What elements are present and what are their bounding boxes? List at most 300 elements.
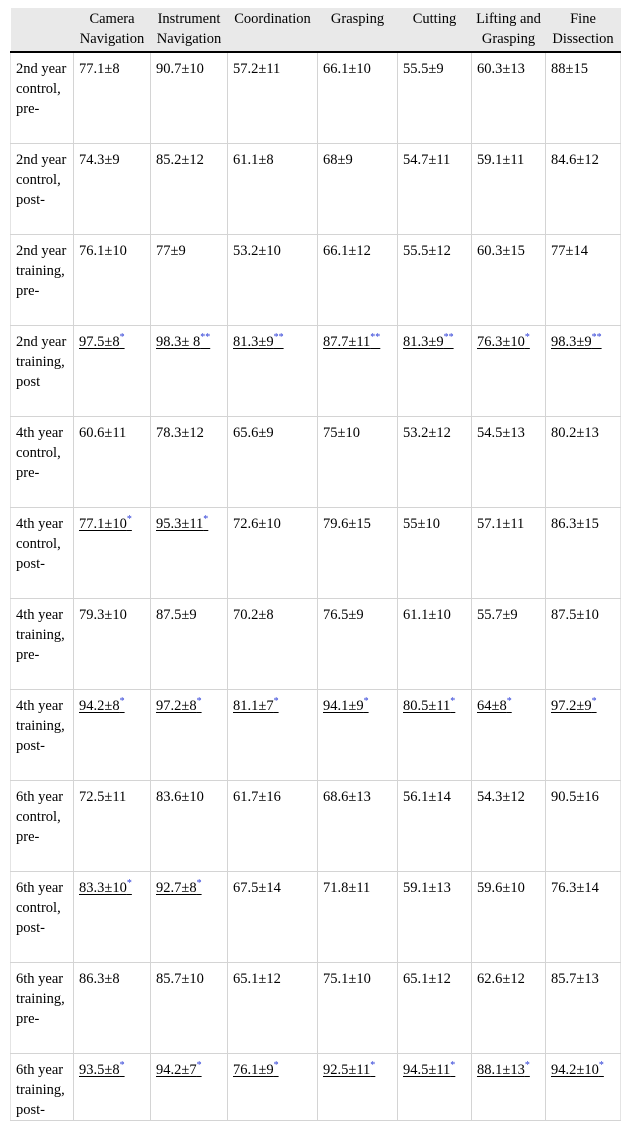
cell-content (477, 607, 518, 623)
cell-value: 83.3±10 (79, 880, 127, 896)
data-cell (472, 508, 546, 599)
cell-content (477, 334, 530, 350)
cell-content (551, 971, 599, 987)
data-cell (472, 963, 546, 1054)
table-row (11, 326, 621, 417)
cell-content (156, 243, 186, 259)
cell-content (477, 152, 524, 168)
data-cell (151, 781, 228, 872)
data-cell (228, 417, 318, 508)
cell-value: 54.3±12 (477, 789, 525, 805)
row-label: 4th year control, pre- (11, 417, 74, 508)
table-row (11, 508, 621, 599)
cell-content (233, 425, 274, 441)
significance-footnote-link[interactable]: * (126, 878, 132, 890)
data-cell (546, 963, 621, 1054)
data-cell (318, 144, 398, 235)
data-cell (74, 144, 151, 235)
data-cell (228, 235, 318, 326)
cell-content (323, 516, 371, 532)
data-cell (228, 508, 318, 599)
data-cell (546, 417, 621, 508)
cell-value: 76.5±9 (323, 607, 364, 623)
cell-content (403, 698, 455, 714)
cell-content (477, 971, 525, 987)
data-cell (318, 326, 398, 417)
cell-content (323, 61, 371, 77)
cell-content (233, 789, 281, 805)
data-cell (318, 417, 398, 508)
cell-content (323, 1062, 375, 1078)
data-cell (398, 52, 472, 144)
cell-content (403, 334, 454, 350)
cell-content (551, 1062, 604, 1078)
row-label: 2nd year training, post (11, 326, 74, 417)
cell-value: 61.1±10 (403, 607, 451, 623)
cell-value: 86.3±8 (79, 971, 120, 987)
row-label: 6th year training, post- (11, 1054, 74, 1121)
row-label: 6th year control, pre- (11, 781, 74, 872)
cell-value: 94.1±9 (323, 698, 364, 714)
cell-value: 68±9 (323, 152, 353, 168)
cell-content (233, 334, 284, 350)
cell-value: 75.1±10 (323, 971, 371, 987)
data-cell (228, 781, 318, 872)
cell-value: 71.8±11 (323, 880, 371, 896)
significance-footnote-link[interactable]: * (524, 1060, 530, 1072)
cell-value: 92.7±8 (156, 880, 197, 896)
cell-value: 90.5±16 (551, 789, 599, 805)
cell-value: 80.2±13 (551, 425, 599, 441)
cell-value: 85.2±12 (156, 152, 204, 168)
data-cell (74, 963, 151, 1054)
cell-content (156, 971, 204, 987)
cell-content (477, 1062, 530, 1078)
cell-content (477, 880, 525, 896)
cell-content (403, 971, 451, 987)
cell-value: 94.2±8 (79, 698, 120, 714)
data-cell (74, 599, 151, 690)
data-cell (228, 690, 318, 781)
cell-value: 79.3±10 (79, 607, 127, 623)
cell-value: 53.2±12 (403, 425, 451, 441)
cell-content (79, 1062, 125, 1078)
header-cell: Camera Navigation (74, 8, 151, 52)
data-cell (472, 1054, 546, 1121)
cell-content (79, 789, 126, 805)
cell-value: 78.3±12 (156, 425, 204, 441)
data-cell (151, 326, 228, 417)
cell-value: 97.5±8 (79, 334, 120, 350)
cell-value: 87.5±10 (551, 607, 599, 623)
cell-value: 76.3±14 (551, 880, 599, 896)
cell-content (233, 971, 281, 987)
row-label: 4th year training, pre- (11, 599, 74, 690)
cell-value: 72.6±10 (233, 516, 281, 532)
data-cell (398, 872, 472, 963)
table-row (11, 417, 621, 508)
cell-content (477, 789, 525, 805)
data-cell (74, 417, 151, 508)
cell-value: 76.1±9 (233, 1062, 274, 1078)
data-cell (546, 599, 621, 690)
cell-content (156, 607, 197, 623)
data-cell (151, 599, 228, 690)
cell-content (156, 698, 202, 714)
cell-content (551, 152, 599, 168)
cell-value: 55.7±9 (477, 607, 518, 623)
data-cell (151, 1054, 228, 1121)
cell-value: 97.2±9 (551, 698, 592, 714)
cell-content (323, 425, 360, 441)
data-cell (398, 1054, 472, 1121)
significance-footnote-link[interactable]: * (119, 1060, 125, 1072)
data-cell (74, 508, 151, 599)
data-cell (74, 326, 151, 417)
cell-content (323, 971, 371, 987)
significance-footnote-link[interactable]: * (119, 332, 125, 344)
data-cell (472, 417, 546, 508)
table-row (11, 599, 621, 690)
data-cell (74, 690, 151, 781)
cell-value: 87.7±11 (323, 334, 371, 350)
table-row (11, 144, 621, 235)
data-cell (546, 1054, 621, 1121)
data-cell (318, 963, 398, 1054)
row-label: 2nd year training, pre- (11, 235, 74, 326)
cell-value: 79.6±15 (323, 516, 371, 532)
data-cell (472, 144, 546, 235)
significance-footnote-link[interactable]: * (273, 1060, 279, 1072)
significance-footnote-link[interactable]: * (273, 696, 279, 708)
cell-value: 72.5±11 (79, 789, 127, 805)
data-cell (74, 235, 151, 326)
significance-footnote-link[interactable]: ** (443, 332, 454, 344)
data-cell (74, 781, 151, 872)
cell-value: 68.6±13 (323, 789, 371, 805)
table-row (11, 235, 621, 326)
data-cell (398, 963, 472, 1054)
cell-content (233, 880, 281, 896)
cell-value: 60.3±15 (477, 243, 525, 259)
cell-content (403, 607, 451, 623)
header-row (11, 8, 621, 52)
data-cell (398, 690, 472, 781)
cell-content (233, 152, 274, 168)
data-cell (398, 508, 472, 599)
data-cell (318, 872, 398, 963)
header-cell-group (11, 8, 74, 52)
cell-value: 94.2±10 (551, 1062, 599, 1078)
significance-footnote-link[interactable]: ** (273, 332, 284, 344)
cell-value: 93.5±8 (79, 1062, 120, 1078)
cell-value: 53.2±10 (233, 243, 281, 259)
data-cell (228, 326, 318, 417)
cell-content (156, 425, 204, 441)
cell-content (79, 334, 125, 350)
data-cell (228, 52, 318, 144)
cell-value: 59.1±11 (477, 152, 525, 168)
cell-content (156, 334, 210, 350)
cell-value: 57.1±11 (477, 516, 525, 532)
cell-content (551, 607, 599, 623)
significance-footnote-link[interactable]: * (450, 696, 456, 708)
cell-content (403, 516, 440, 532)
results-table (10, 8, 621, 1121)
cell-content (323, 334, 380, 350)
significance-footnote-link[interactable]: * (196, 878, 202, 890)
cell-value: 60.6±11 (79, 425, 127, 441)
cell-content (403, 243, 451, 259)
cell-content (233, 61, 280, 77)
data-cell (151, 235, 228, 326)
data-cell (318, 508, 398, 599)
data-cell (151, 508, 228, 599)
cell-content (79, 698, 125, 714)
header-cell: Fine Dissection (546, 8, 621, 52)
header-cell: Grasping (318, 8, 398, 52)
cell-value: 80.5±11 (403, 698, 451, 714)
cell-value: 97.2±8 (156, 698, 197, 714)
cell-value: 94.2±7 (156, 1062, 197, 1078)
cell-value: 81.1±7 (233, 698, 274, 714)
cell-content (323, 789, 371, 805)
data-cell (151, 690, 228, 781)
cell-content (551, 698, 597, 714)
cell-value: 61.1±8 (233, 152, 274, 168)
cell-content (79, 61, 120, 77)
data-cell (318, 599, 398, 690)
cell-content (79, 880, 132, 896)
cell-content (477, 698, 512, 714)
cell-value: 81.3±9 (403, 334, 444, 350)
cell-value: 77±14 (551, 243, 588, 259)
data-cell (318, 235, 398, 326)
significance-footnote-link[interactable]: * (506, 696, 512, 708)
cell-content (156, 516, 208, 532)
cell-value: 90.7±10 (156, 61, 204, 77)
cell-content (323, 152, 353, 168)
significance-footnote-link[interactable]: * (591, 696, 597, 708)
cell-value: 75±10 (323, 425, 360, 441)
data-cell (318, 1054, 398, 1121)
cell-value: 87.5±9 (156, 607, 197, 623)
table-row (11, 963, 621, 1054)
data-cell (228, 599, 318, 690)
cell-content (551, 243, 588, 259)
table-row (11, 872, 621, 963)
data-cell (398, 235, 472, 326)
data-cell (151, 963, 228, 1054)
cell-value: 81.3±9 (233, 334, 274, 350)
significance-footnote-link[interactable]: * (119, 696, 125, 708)
data-cell (546, 144, 621, 235)
significance-footnote-link[interactable]: * (524, 332, 530, 344)
table-row (11, 52, 621, 144)
cell-content (79, 243, 127, 259)
data-cell (546, 508, 621, 599)
cell-value: 65.6±9 (233, 425, 274, 441)
cell-value: 61.7±16 (233, 789, 281, 805)
data-cell (228, 144, 318, 235)
data-cell (228, 963, 318, 1054)
cell-value: 85.7±13 (551, 971, 599, 987)
cell-value: 65.1±12 (403, 971, 451, 987)
cell-value: 55±10 (403, 516, 440, 532)
data-cell (318, 781, 398, 872)
cell-content (79, 152, 120, 168)
cell-value: 66.1±12 (323, 243, 371, 259)
cell-content (477, 425, 525, 441)
cell-value: 88.1±13 (477, 1062, 525, 1078)
table-row (11, 690, 621, 781)
row-label: 6th year training, pre- (11, 963, 74, 1054)
cell-value: 83.6±10 (156, 789, 204, 805)
table-row (11, 1054, 621, 1121)
header-cell: Instrument Navigation (151, 8, 228, 52)
significance-footnote-link[interactable]: * (203, 514, 209, 526)
header-cell: Cutting (398, 8, 472, 52)
cell-content (156, 1062, 202, 1078)
data-cell (398, 144, 472, 235)
cell-content (156, 152, 204, 168)
cell-content (551, 516, 599, 532)
data-cell (472, 872, 546, 963)
cell-content (403, 1062, 455, 1078)
significance-footnote-link[interactable]: * (598, 1060, 604, 1072)
row-label: 2nd year control, pre- (11, 52, 74, 144)
data-cell (472, 781, 546, 872)
cell-value: 98.3± 8 (156, 334, 201, 350)
data-cell (151, 144, 228, 235)
data-cell (151, 52, 228, 144)
cell-content (156, 61, 204, 77)
cell-content (551, 425, 599, 441)
cell-value: 85.7±10 (156, 971, 204, 987)
data-cell (74, 872, 151, 963)
data-cell (228, 872, 318, 963)
cell-content (233, 1062, 279, 1078)
cell-content (477, 243, 525, 259)
cell-value: 65.1±12 (233, 971, 281, 987)
data-cell (472, 235, 546, 326)
data-cell (151, 872, 228, 963)
cell-content (551, 789, 599, 805)
row-label: 4th year training, post- (11, 690, 74, 781)
data-cell (546, 326, 621, 417)
cell-value: 77.1±8 (79, 61, 120, 77)
data-cell (398, 417, 472, 508)
cell-content (323, 607, 364, 623)
data-cell (472, 52, 546, 144)
data-cell (318, 52, 398, 144)
row-label: 2nd year control, post- (11, 144, 74, 235)
data-cell (74, 52, 151, 144)
cell-content (233, 516, 281, 532)
data-cell (151, 417, 228, 508)
significance-footnote-link[interactable]: * (196, 696, 202, 708)
significance-footnote-link[interactable]: ** (591, 332, 602, 344)
significance-footnote-link[interactable]: ** (370, 332, 381, 344)
cell-value: 59.6±10 (477, 880, 525, 896)
cell-content (323, 243, 371, 259)
cell-value: 77.1±10 (79, 516, 127, 532)
cell-content (403, 880, 451, 896)
cell-content (477, 61, 525, 77)
table-header (11, 8, 621, 52)
cell-content (403, 789, 451, 805)
cell-value: 98.3±9 (551, 334, 592, 350)
cell-content (403, 152, 450, 168)
cell-value: 60.3±13 (477, 61, 525, 77)
cell-content (79, 607, 127, 623)
cell-value: 66.1±10 (323, 61, 371, 77)
data-cell (472, 690, 546, 781)
cell-content (323, 880, 370, 896)
cell-content (403, 61, 444, 77)
row-label: 4th year control, post- (11, 508, 74, 599)
cell-value: 70.2±8 (233, 607, 274, 623)
cell-value: 95.3±11 (156, 516, 204, 532)
significance-footnote-link[interactable]: * (126, 514, 132, 526)
cell-content (551, 61, 588, 77)
table-row (11, 781, 621, 872)
cell-value: 77±9 (156, 243, 186, 259)
cell-content (156, 880, 202, 896)
cell-value: 54.7±11 (403, 152, 451, 168)
cell-content (79, 971, 120, 987)
data-cell (318, 690, 398, 781)
cell-content (79, 425, 126, 441)
cell-value: 86.3±15 (551, 516, 599, 532)
header-cell: Lifting and Grasping (472, 8, 546, 52)
data-cell (398, 326, 472, 417)
row-label: 6th year control, post- (11, 872, 74, 963)
cell-content (79, 516, 132, 532)
cell-content (403, 425, 451, 441)
significance-footnote-link[interactable]: * (363, 696, 369, 708)
cell-content (477, 516, 524, 532)
cell-value: 76.1±10 (79, 243, 127, 259)
cell-value: 62.6±12 (477, 971, 525, 987)
cell-value: 92.5±11 (323, 1062, 371, 1078)
cell-value: 76.3±10 (477, 334, 525, 350)
data-cell (398, 781, 472, 872)
data-cell (546, 872, 621, 963)
cell-value: 59.1±13 (403, 880, 451, 896)
data-cell (228, 1054, 318, 1121)
cell-value: 67.5±14 (233, 880, 281, 896)
significance-footnote-link[interactable]: * (196, 1060, 202, 1072)
significance-footnote-link[interactable]: * (450, 1060, 456, 1072)
cell-content (551, 334, 602, 350)
significance-footnote-link[interactable]: ** (200, 332, 211, 344)
data-cell (546, 781, 621, 872)
data-cell (472, 326, 546, 417)
data-cell (398, 599, 472, 690)
cell-value: 55.5±9 (403, 61, 444, 77)
cell-value: 54.5±13 (477, 425, 525, 441)
cell-value: 94.5±11 (403, 1062, 451, 1078)
significance-footnote-link[interactable]: * (370, 1060, 376, 1072)
table-body (11, 52, 621, 1121)
cell-value: 55.5±12 (403, 243, 451, 259)
cell-content (156, 789, 204, 805)
data-cell (472, 599, 546, 690)
data-cell (546, 690, 621, 781)
header-cell: Coordination (228, 8, 318, 52)
cell-content (233, 698, 279, 714)
